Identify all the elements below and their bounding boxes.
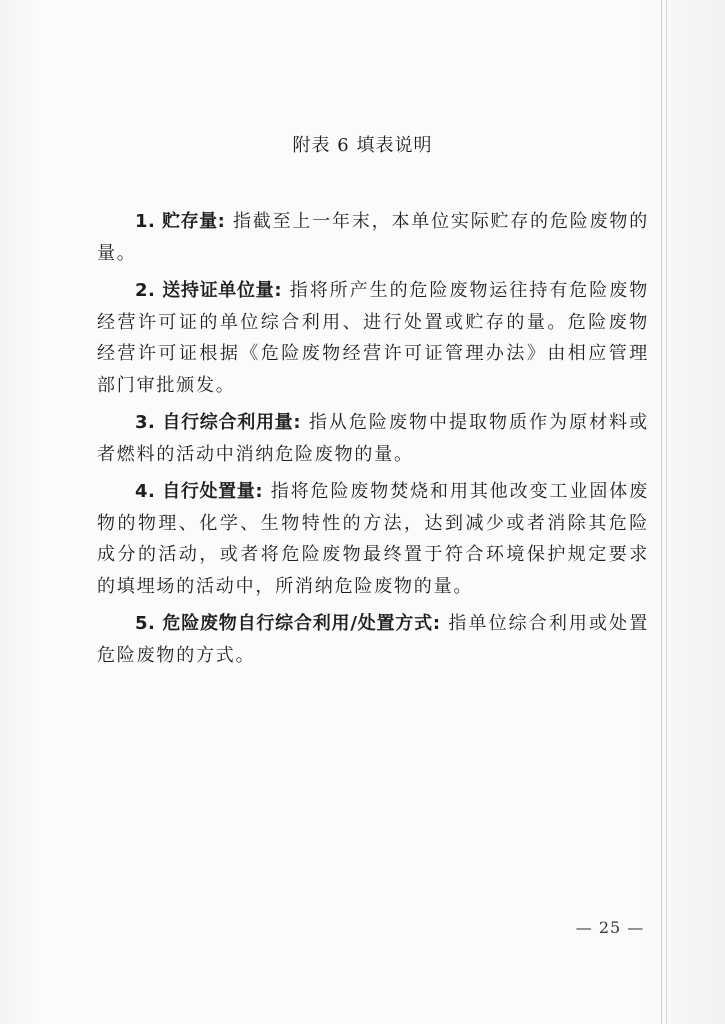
instruction-text: 指截至上一年末，本单位实际贮存的危险废物的量。 <box>97 211 649 264</box>
instruction-text: 指单位综合利用或处置危险废物的方式。 <box>97 613 650 666</box>
instruction-text: 指将所产生的危险废物运往持有危险废物经营许可证的单位综合利用、进行处置或贮存的量。危险废物经营许可证根据《危险废物经营许可证管理办法》由相应管理部门审批颁发。 <box>97 280 649 396</box>
instruction-term: 5. 危险废物自行综合利用/处置方式: <box>135 613 441 634</box>
instructions-body <box>97 206 649 677</box>
instruction-item <box>97 206 649 269</box>
instruction-text: 指从危险废物中提取物质作为原材料或者燃料的活动中消纳危险废物的量。 <box>97 412 649 465</box>
instruction-item <box>97 275 649 401</box>
instruction-term: 2. 送持证单位量: <box>135 280 283 301</box>
instruction-term: 4. 自行处置量: <box>135 481 264 502</box>
instruction-term: 1. 贮存量: <box>135 211 226 232</box>
instruction-item <box>97 608 649 671</box>
page-title: 附表 6 填表说明 <box>292 135 433 156</box>
instruction-item <box>97 407 649 470</box>
page-number: — 25 — <box>575 918 645 937</box>
instruction-item <box>97 476 649 602</box>
instruction-term: 3. 自行综合利用量: <box>135 412 302 433</box>
instruction-text: 指将危险废物焚烧和用其他改变工业固体废物的物理、化学、生物特性的方法，达到减少或者消除其危险成分的活动，或者将危险废物最终置于符合环境保护规定要求的填埋场的活动中，所消纳危险废物的量。 <box>97 481 650 597</box>
